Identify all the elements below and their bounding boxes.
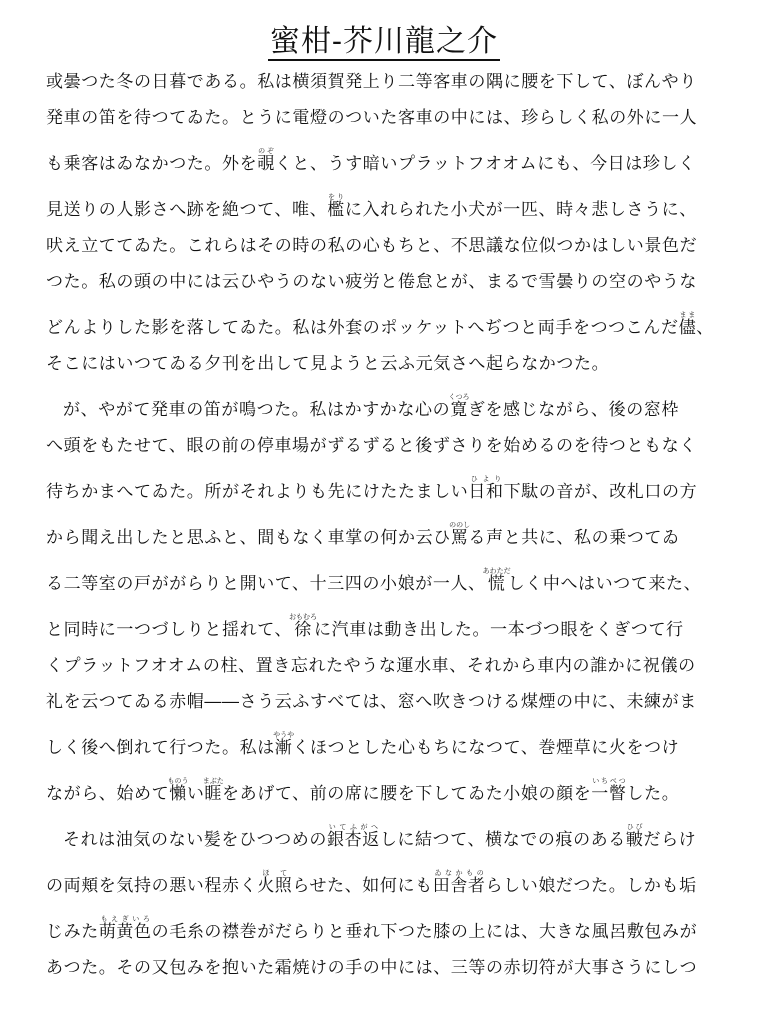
ruby-annotation: 檻をり [327, 193, 345, 220]
ruby-annotation: 銀杏返いてふがへ [327, 823, 380, 850]
ruby-annotation: 覗のぞ [257, 147, 275, 174]
text-line: しく後へ倒れて行つた。私は漸やうやくほつとした心もちになつて、巻煙草に火をつけ [46, 731, 680, 758]
text-line: あつた。その又包みを抱いた霜焼けの手の中には、三等の赤切符が大事さうにしつ [46, 958, 698, 978]
ruby-annotation: 罵ののし [449, 521, 471, 548]
ruby-annotation: 漸やうや [273, 731, 295, 758]
text-line: も乗客はゐなかつた。外を覗のぞくと、うす暗いプラットフオオムにも、今日は珍しく [46, 147, 696, 174]
ruby-annotation: 徐おもむろ [289, 613, 318, 640]
text-line: 待ちかまへてゐた。所がそれよりも先にけたたましい日和ひより下駄の音が、改札口の方 [46, 475, 698, 502]
text-line: 或曇つた冬の日暮である。私は横須賀発上り二等客車の隅に腰を下して、ぼんやり [46, 72, 697, 92]
text-line: 礼を云つてゐる赤帽――さう云ふすべては、窓へ吹きつける煤煙の中に、未練がま [46, 692, 697, 712]
text-line: どんよりした影を落してゐた。私は外套のポッケットへぢつと両手をつつこんだ儘まま、 [46, 311, 714, 338]
ruby-annotation: 儘まま [678, 311, 697, 338]
ruby-annotation: 萌黄色もえぎいろ [98, 915, 152, 942]
ruby-annotation: 睚まぶた [202, 777, 224, 804]
text-line: へ頭をもたせて、眼の前の停車場がずるずると後ずさりを始めるのを待つともなく [46, 436, 697, 456]
text-line: ながら、始めて懶ものうい睚まぶたをあげて、前の席に腰を下してゐた小娘の顔を一瞥いちべつした。 [46, 777, 680, 804]
ruby-annotation: 日和ひより [468, 475, 504, 502]
document-title [0, 22, 768, 62]
text-line: それは油気のない髪をひつつめの銀杏返いてふがへしに結つて、横なでの痕のある皸ひびだらけ [63, 823, 697, 850]
text-line: る二等室の戸ががらりと開いて、十三四の小娘が一人、慌あわただしく中へはいつて来た、 [46, 567, 702, 594]
ruby-annotation: 一瞥いちべつ [591, 777, 627, 804]
text-line: 吠え立ててゐた。これらはその時の私の心もちと、不思議な位似つかはしい景色だ [46, 236, 698, 256]
text-line: じみた萌黄色もえぎいろの毛糸の襟巻がだらりと垂れ下つた膝の上には、大きな風呂敷包みが [46, 915, 698, 942]
document-title-text: 蜜柑-芥川龍之介 [269, 24, 499, 59]
text-line: つた。私の頭の中には云ひやうのない疲労と倦怠とが、まるで雪曇りの空のやうな [46, 272, 698, 292]
ruby-annotation: 皸ひび [625, 823, 644, 850]
text-line: 見送りの人影さへ跡を絶つて、唯、檻をりに入れられた小犬が一匹、時々悲しさうに、 [46, 193, 697, 220]
ruby-annotation: 寛くつろ [448, 393, 470, 420]
text-line: から聞え出したと思ふと、間もなく車掌の何か云ひ罵ののしる声と共に、私の乗つてゐ [46, 521, 680, 548]
text-line: 発車の笛を待つてゐた。とうに電燈のついた客車の中には、珍らしく私の外に一人 [46, 108, 698, 128]
document-body [46, 64, 722, 986]
ruby-annotation: 田舎者ゐなかもの [432, 869, 486, 896]
ruby-annotation: 火照ほて [257, 869, 293, 896]
ruby-annotation: 懶ものう [167, 777, 189, 804]
text-line: そこにはいつてゐる夕刊を出して見ようと云ふ元気さへ起らなかつた。 [46, 354, 610, 374]
text-line: と同時に一つづしりと揺れて、徐おもむろに汽車は動き出した。一本づつ眼をくぎつて行 [46, 613, 684, 640]
ruby-annotation: 慌あわただ [482, 567, 511, 594]
text-line: の両頬を気持の悪い程赤く火照ほてらせた、如何にも田舎者ゐなかものらしい娘だつた。しかも垢 [46, 869, 697, 896]
text-line: が、やがて発車の笛が鳴つた。私はかすかな心の寛くつろぎを感じながら、後の窓枠 [63, 393, 680, 420]
text-line: くプラットフオオムの柱、置き忘れたやうな運水車、それから車内の誰かに祝儀の [46, 656, 696, 676]
